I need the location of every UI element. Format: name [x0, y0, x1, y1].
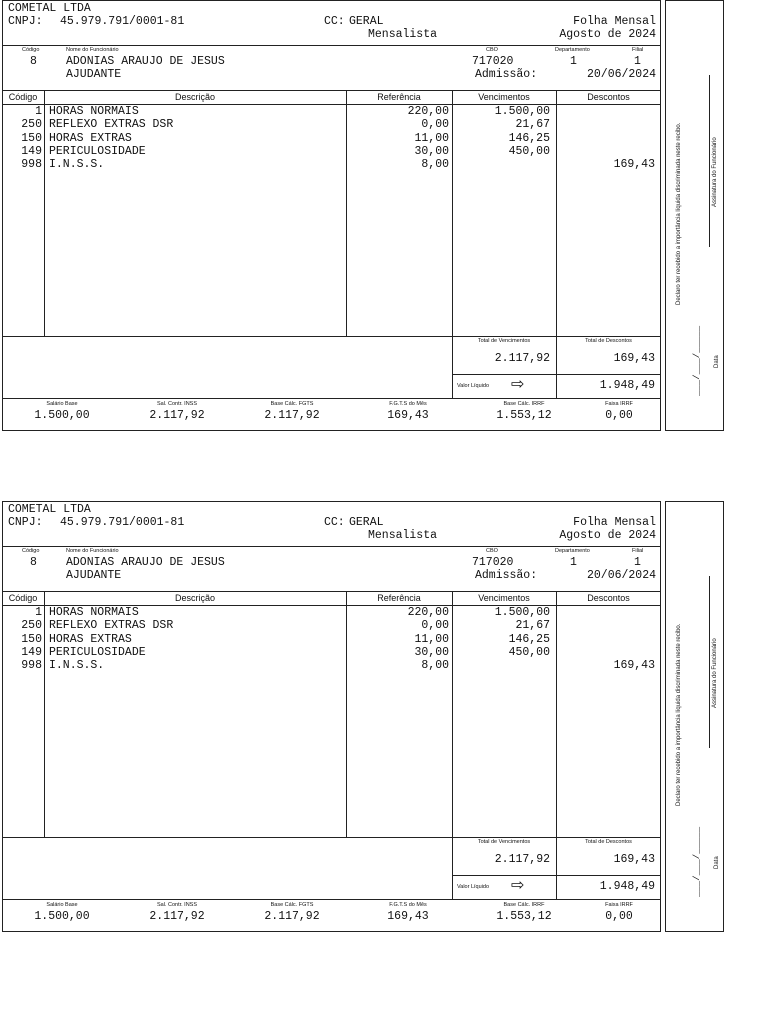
arrow-right-icon: ⇨	[511, 875, 525, 894]
item-description: PERICULOSIDADE	[49, 645, 146, 659]
company-name: COMETAL LTDA	[8, 2, 91, 15]
salario-base-value: 1.500,00	[34, 409, 90, 422]
valor-liquido-value: 1.948,49	[599, 880, 655, 893]
faixa-irrf-value: 0,00	[605, 409, 633, 422]
payslip-copy-2	[2, 501, 724, 933]
item-vencimento: 1.500,00	[494, 606, 550, 619]
divider	[2, 837, 661, 838]
category: Mensalista	[368, 529, 438, 542]
date-line: ___/___/_____	[692, 325, 702, 396]
label-codigo: Código	[22, 548, 40, 554]
col-header-referencia: Referência	[377, 593, 421, 603]
item-code: 250	[21, 118, 42, 132]
item-vencimento: 21,67	[515, 619, 550, 633]
col-header-referencia: Referência	[377, 92, 421, 102]
col-header-descontos: Descontos	[587, 92, 630, 102]
base-calc-fgts-value: 2.117,92	[264, 409, 320, 422]
signature-line	[709, 75, 710, 247]
table-row	[2, 145, 661, 158]
sal-contr-inss-value: 2.117,92	[149, 409, 205, 422]
base-calc-fgts-value: 2.117,92	[264, 910, 320, 923]
divider	[2, 336, 661, 337]
sheet-type: Folha Mensal	[573, 15, 656, 28]
label-departamento: Departamento	[555, 47, 590, 53]
data-label: Data	[714, 355, 720, 368]
total-descontos-label: Total de Descontos	[585, 839, 632, 845]
table-row	[2, 659, 661, 672]
salario-base-label: Salário Base	[46, 902, 78, 908]
col-header-descontos: Descontos	[587, 593, 630, 603]
item-code: 250	[21, 619, 42, 633]
item-vencimento: 146,25	[508, 632, 550, 646]
item-reference: 220,00	[407, 606, 449, 619]
salario-base-label: Salário Base	[46, 401, 78, 407]
label-filial: Filial	[632, 548, 644, 554]
fgts-mes-label: F.G.T.S do Mês	[389, 902, 427, 908]
table-row	[2, 646, 661, 659]
faixa-irrf-label: Faixa IRRF	[605, 902, 633, 908]
admissao-label: Admissão:	[475, 569, 538, 582]
col-header-codigo: Código	[8, 92, 38, 102]
item-reference: 30,00	[414, 645, 449, 659]
total-vencimentos-label: Total de Vencimentos	[477, 338, 531, 344]
employee-code: 8	[30, 556, 37, 569]
item-vencimento: 450,00	[508, 144, 550, 158]
item-code: 149	[21, 144, 42, 158]
item-reference: 0,00	[421, 118, 449, 132]
item-reference: 11,00	[414, 131, 449, 145]
fgts-mes-label: F.G.T.S do Mês	[389, 401, 427, 407]
base-calc-irrf-value: 1.553,12	[496, 910, 552, 923]
salario-base-value: 1.500,00	[34, 910, 90, 923]
divider	[2, 591, 661, 592]
company-name: COMETAL LTDA	[8, 503, 91, 516]
label-filial: Filial	[632, 47, 644, 53]
sal-contr-inss-value: 2.117,92	[149, 910, 205, 923]
divider	[2, 899, 661, 900]
admissao-date: 20/06/2024	[586, 569, 656, 582]
item-vencimento: 1.500,00	[494, 105, 550, 118]
item-description: REFLEXO EXTRAS DSR	[49, 118, 174, 132]
employee-role: AJUDANTE	[66, 569, 122, 582]
item-vencimento: 146,25	[508, 131, 550, 145]
faixa-irrf-value: 0,00	[605, 910, 633, 923]
employee-name: ADONIAS ARAUJO DE JESUS	[66, 556, 225, 569]
date-line: ___/___/_____	[692, 826, 702, 897]
total-vencimentos-value: 2.117,92	[494, 352, 550, 365]
employee-name: ADONIAS ARAUJO DE JESUS	[66, 55, 225, 68]
sal-contr-inss-label: Sal. Contr. INSS	[156, 401, 198, 407]
item-description: I.N.S.S.	[49, 659, 105, 673]
total-descontos-value: 169,43	[613, 352, 655, 365]
assinatura-label: Assinatura do Funcionário	[712, 638, 718, 708]
admissao-label: Admissão:	[475, 68, 538, 81]
cnpj-label: CNPJ:	[8, 516, 43, 529]
item-reference: 220,00	[407, 105, 449, 118]
item-description: PERICULOSIDADE	[49, 144, 146, 158]
employee-cbo: 717020	[472, 556, 514, 569]
total-vencimentos-value: 2.117,92	[494, 853, 550, 866]
item-code: 1	[35, 606, 42, 619]
valor-liquido-label: Valor Líquido	[457, 383, 490, 389]
item-code: 998	[21, 659, 42, 673]
item-description: HORAS NORMAIS	[49, 105, 139, 118]
item-description: REFLEXO EXTRAS DSR	[49, 619, 174, 633]
declaro-text: Declaro ter recebido a importância líquida discriminada neste recibo.	[676, 623, 682, 806]
employee-departamento: 1	[570, 556, 577, 569]
col-header-codigo: Código	[8, 593, 38, 603]
valor-liquido-label: Valor Líquido	[457, 884, 490, 890]
item-reference: 30,00	[414, 144, 449, 158]
item-code: 150	[21, 131, 42, 145]
label-codigo: Código	[22, 47, 40, 53]
item-desconto: 169,43	[613, 659, 655, 673]
table-row	[2, 118, 661, 131]
item-code: 149	[21, 645, 42, 659]
cnpj-value: 45.979.791/0001-81	[60, 15, 185, 28]
label-nome: Nome do Funcionário	[66, 548, 119, 554]
item-reference: 11,00	[414, 632, 449, 646]
item-reference: 8,00	[421, 158, 449, 172]
divider	[2, 90, 661, 91]
cc-value: GERAL	[349, 516, 384, 529]
label-cbo: CBO	[486, 47, 498, 53]
table-row	[2, 105, 661, 118]
item-desconto: 169,43	[613, 158, 655, 172]
divider	[2, 45, 661, 46]
employee-departamento: 1	[570, 55, 577, 68]
faixa-irrf-label: Faixa IRRF	[605, 401, 633, 407]
arrow-right-icon: ⇨	[511, 374, 525, 393]
table-row	[2, 606, 661, 619]
total-vencimentos-label: Total de Vencimentos	[477, 839, 531, 845]
label-departamento: Departamento	[555, 548, 590, 554]
base-calc-fgts-label: Base Cálc. FGTS	[270, 401, 314, 407]
item-code: 1	[35, 105, 42, 118]
item-vencimento: 450,00	[508, 645, 550, 659]
declaro-text: Declaro ter recebido a importância líquida discriminada neste recibo.	[676, 122, 682, 305]
base-calc-irrf-label: Base Cálc. IRRF	[503, 902, 545, 908]
table-row	[2, 619, 661, 632]
label-nome: Nome do Funcionário	[66, 47, 119, 53]
table-row	[2, 158, 661, 171]
admissao-date: 20/06/2024	[586, 68, 656, 81]
employee-cbo: 717020	[472, 55, 514, 68]
item-reference: 8,00	[421, 659, 449, 673]
divider	[452, 875, 661, 876]
item-description: HORAS EXTRAS	[49, 131, 132, 145]
item-description: HORAS NORMAIS	[49, 606, 139, 619]
label-cbo: CBO	[486, 548, 498, 554]
employee-filial: 1	[634, 556, 641, 569]
col-header-descricao: Descrição	[174, 593, 215, 603]
cnpj-value: 45.979.791/0001-81	[60, 516, 185, 529]
fgts-mes-value: 169,43	[387, 409, 429, 422]
base-calc-irrf-label: Base Cálc. IRRF	[503, 401, 545, 407]
col-header-vencimentos: Vencimentos	[478, 593, 530, 603]
data-label: Data	[714, 856, 720, 869]
item-vencimento: 21,67	[515, 118, 550, 132]
sheet-type: Folha Mensal	[573, 516, 656, 529]
divider	[2, 546, 661, 547]
item-description: I.N.S.S.	[49, 158, 105, 172]
cc-label: CC:	[324, 15, 345, 28]
assinatura-label: Assinatura do Funcionário	[712, 137, 718, 207]
item-code: 150	[21, 632, 42, 646]
employee-role: AJUDANTE	[66, 68, 122, 81]
col-header-vencimentos: Vencimentos	[478, 92, 530, 102]
employee-filial: 1	[634, 55, 641, 68]
base-calc-fgts-label: Base Cálc. FGTS	[270, 902, 314, 908]
divider	[452, 374, 661, 375]
table-row	[2, 132, 661, 145]
valor-liquido-value: 1.948,49	[599, 379, 655, 392]
item-description: HORAS EXTRAS	[49, 632, 132, 646]
period: Agosto de 2024	[559, 529, 656, 542]
cc-label: CC:	[324, 516, 345, 529]
item-reference: 0,00	[421, 619, 449, 633]
total-descontos-label: Total de Descontos	[585, 338, 632, 344]
total-descontos-value: 169,43	[613, 853, 655, 866]
base-calc-irrf-value: 1.553,12	[496, 409, 552, 422]
signature-line	[709, 576, 710, 748]
fgts-mes-value: 169,43	[387, 910, 429, 923]
category: Mensalista	[368, 28, 438, 41]
cc-value: GERAL	[349, 15, 384, 28]
col-header-descricao: Descrição	[174, 92, 215, 102]
table-row	[2, 633, 661, 646]
period: Agosto de 2024	[559, 28, 656, 41]
employee-code: 8	[30, 55, 37, 68]
divider	[2, 398, 661, 399]
payslip-copy-1	[2, 0, 724, 432]
sal-contr-inss-label: Sal. Contr. INSS	[156, 902, 198, 908]
item-code: 998	[21, 158, 42, 172]
cnpj-label: CNPJ:	[8, 15, 43, 28]
